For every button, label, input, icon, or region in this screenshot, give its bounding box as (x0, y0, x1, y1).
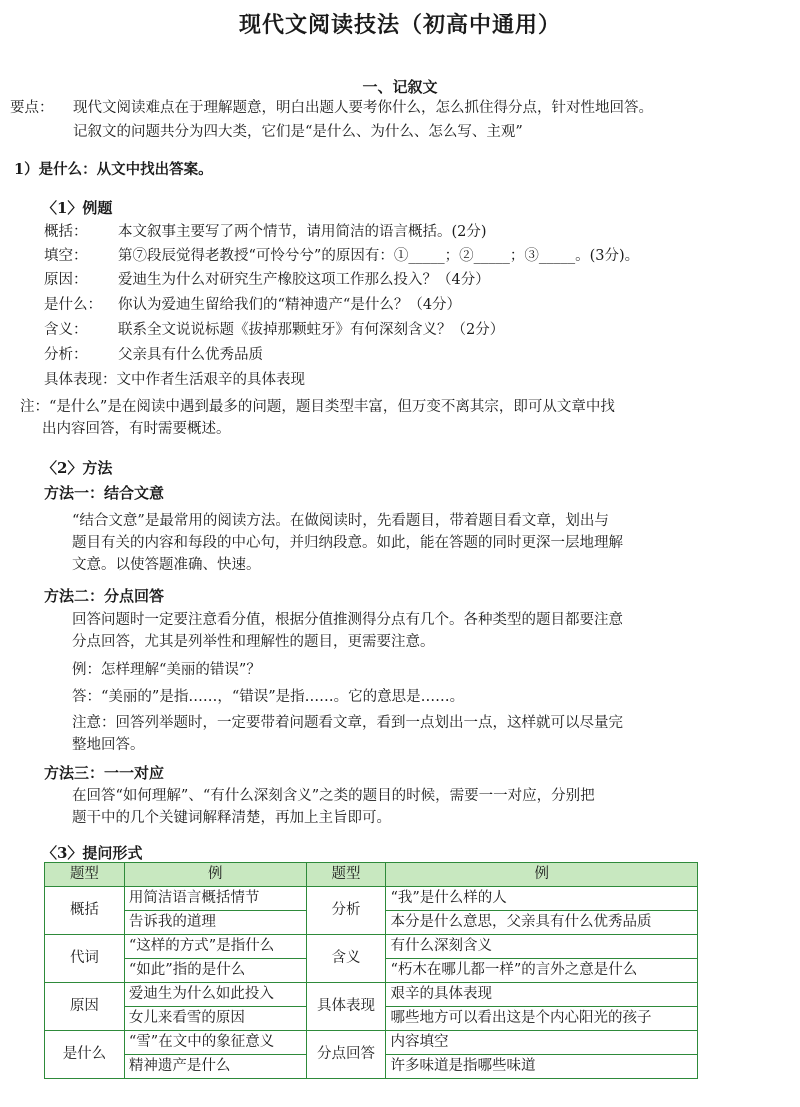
header-example-right: 例 (386, 863, 698, 887)
question-type-cell: 代词 (45, 935, 125, 983)
method2-line1: 回答问题时一定要注意看分值，根据分值推测得分点有几个。各种类型的题目都要注意 (72, 612, 623, 628)
table-header-row (45, 863, 698, 887)
example-text: 联系全文说说标题《拔掉那颗蛀牙》有何深刻含义？（2分） (118, 322, 505, 338)
question-forms-table (44, 862, 698, 1079)
example-text: 本文叙事主要写了两个情节，请用简洁的语言概括。(2分) (118, 224, 487, 240)
example-cell: 本分是什么意思，父亲具有什么优秀品质 (386, 911, 698, 935)
note-line1: 注：“是什么”是在阅读中遇到最多的问题，题目类型丰富，但万变不离其宗，即可从文章中找 (20, 399, 615, 415)
question-type-cell: 具体表现 (306, 983, 386, 1031)
example-cell: 许多味道是指哪些味道 (386, 1055, 698, 1079)
method1-line2: 题目有关的内容和每段的中心句，并归纳段意。如此，能在答题的同时更深一层地理解 (72, 535, 623, 551)
method3-line1: 在回答“如何理解”、“有什么深刻含义”之类的题目的时候，需要一一对应，分别把 (72, 788, 595, 804)
question-type-cell: 概括 (45, 887, 125, 935)
question-type-cell: 原因 (45, 983, 125, 1031)
example-cell: 哪些地方可以看出这是个内心阳光的孩子 (386, 1007, 698, 1031)
section-heading: 一、记叙文 (362, 78, 438, 96)
method-heading: 〈2〉方法 (42, 459, 113, 477)
example-cell: 有什么深刻含义 (386, 935, 698, 959)
example-cell: 内容填空 (386, 1031, 698, 1055)
method2-note-line1: 注意：回答列举题时，一定要带着问题看文章，看到一点划出一点，这样就可以尽量完 (72, 715, 623, 731)
question-type-cell: 分析 (306, 887, 386, 935)
example-cell: “如此”指的是什么 (124, 959, 306, 983)
example-row (44, 345, 263, 365)
header-type-left: 题型 (45, 863, 125, 887)
example-label: 分析： (44, 347, 88, 363)
question-forms-heading: 〈3〉提问形式 (42, 844, 143, 862)
example-label: 原因： (44, 272, 88, 288)
example-row-last: 具体表现：文中作者生活艰辛的具体表现 (44, 372, 305, 388)
example-cell: 女儿来看雪的原因 (124, 1007, 306, 1031)
key-points-line1: 现代文阅读难点在于理解题意，明白出题人要考你什么，怎么抓住得分点，针对性地回答。 (73, 100, 653, 116)
example-cell: 精神遗产是什么 (124, 1055, 306, 1079)
example-row (44, 246, 639, 266)
method1-title: 方法一：结合文意 (44, 484, 165, 502)
examples-heading: 〈1〉例题 (42, 199, 113, 217)
example-cell: 用简洁语言概括情节 (124, 887, 306, 911)
example-cell: 告诉我的道理 (124, 911, 306, 935)
question-type-cell: 是什么 (45, 1031, 125, 1079)
example-label: 填空： (44, 248, 88, 264)
method1-line3: 文意。以使答题准确、快速。 (72, 557, 261, 573)
example-row (44, 222, 487, 242)
question-type-heading: 1）是什么：从文中找出答案。 (14, 161, 213, 178)
example-label: 是什么： (44, 297, 102, 313)
question-type-cell: 分点回答 (306, 1031, 386, 1079)
example-row (44, 295, 461, 315)
method2-note-line2: 整地回答。 (72, 737, 145, 753)
method1-line1: “结合文意”是最常用的阅读方法。在做阅读时，先看题目，带着题目看文章，划出与 (72, 513, 609, 529)
method2-line2: 分点回答，尤其是列举性和理解性的题目，更需要注意。 (72, 634, 435, 650)
method2-answer: 答：“美丽的”是指……，“错误”是指……。它的意思是……。 (72, 689, 465, 705)
example-text: 爱迪生为什么对研究生产橡胶这项工作那么投入？（4分） (118, 272, 490, 288)
note-line2: 出内容回答，有时需要概述。 (42, 421, 231, 437)
example-cell: 爱迪生为什么如此投入 (124, 983, 306, 1007)
method2-title: 方法二：分点回答 (44, 587, 165, 605)
key-points-label: 要点： (10, 100, 54, 116)
table-row (45, 887, 698, 911)
example-label: 含义： (44, 322, 88, 338)
method3-title: 方法三：一一对应 (44, 764, 165, 782)
example-row (44, 320, 504, 340)
table-row (45, 1031, 698, 1055)
table-row (45, 935, 698, 959)
example-text: 第⑦段辰觉得老教授“可怜兮兮”的原因有：①_____；②_____；③_____。(3分)。 (118, 248, 640, 264)
method3-line2: 题干中的几个关键词解释清楚，再加上主旨即可。 (72, 810, 391, 826)
example-cell: “这样的方式”是指什么 (124, 935, 306, 959)
example-text: 父亲具有什么优秀品质 (118, 347, 263, 363)
example-text: 你认为爱迪生留给我们的“精神遗产“是什么？（4分） (118, 297, 462, 313)
example-label: 概括： (44, 224, 88, 240)
example-cell: 艰辛的具体表现 (386, 983, 698, 1007)
example-cell: “我”是什么样的人 (386, 887, 698, 911)
table-row (45, 983, 698, 1007)
example-cell: “朽木在哪儿都一样”的言外之意是什么 (386, 959, 698, 983)
example-cell: “雪”在文中的象征意义 (124, 1031, 306, 1055)
key-points-line2: 记叙文的问题共分为四大类，它们是“是什么、为什么、怎么写、主观” (73, 124, 523, 140)
header-type-right: 题型 (306, 863, 386, 887)
question-type-cell: 含义 (306, 935, 386, 983)
page-title: 现代文阅读技法（初高中通用） (238, 12, 561, 38)
method2-example: 例：怎样理解“美丽的错误”？ (72, 662, 261, 678)
example-row (44, 270, 490, 290)
header-example-left: 例 (124, 863, 306, 887)
